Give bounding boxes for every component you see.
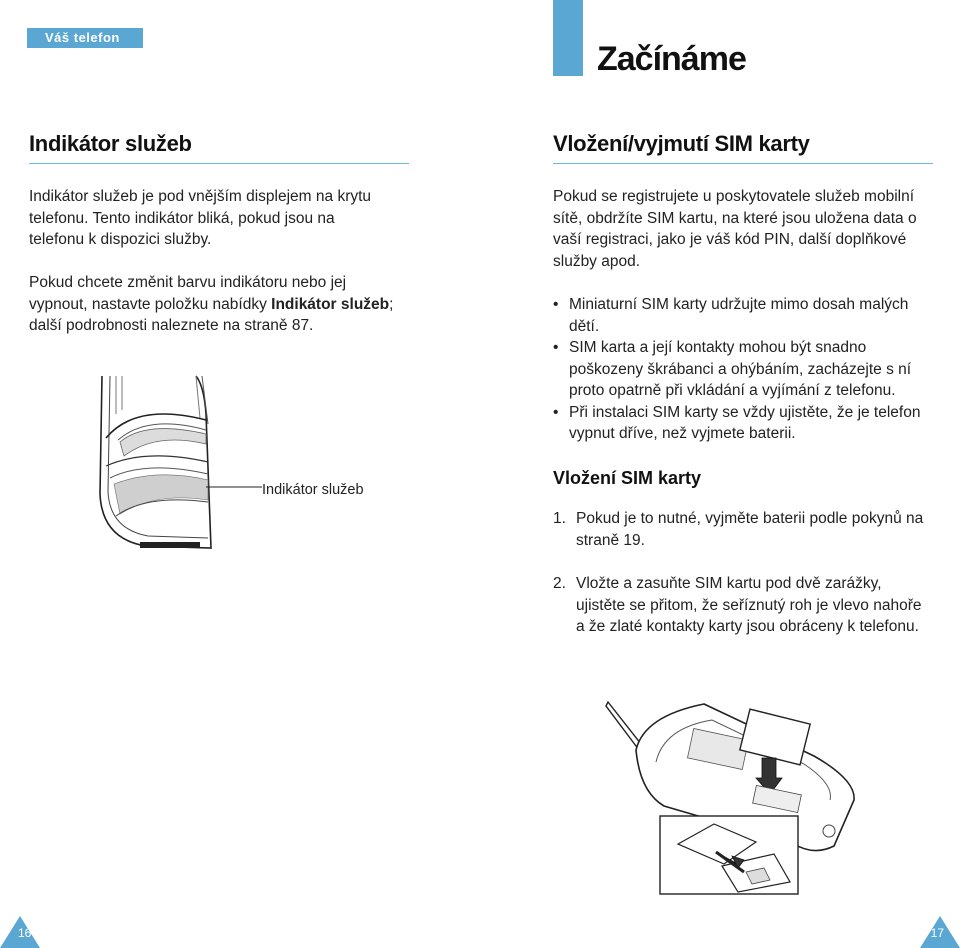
chapter-title: Začínáme [597,40,746,78]
service-indicator-callout: Indikátor služeb [262,482,364,498]
bullet-icon: • [553,296,559,313]
list-item: • SIM karta a její kontakty mohou být snadno poškozeny škrábanci a ohýbáním, zacházejte s ní proto opatrně při vkládání a vyjímání z telefonu. [553,339,912,399]
chapter-marker-bar [553,0,583,76]
service-indicator-para2: Pokud chcete změnit barvu indikátoru nebo jej vypnout, nastavte položku nabídky Indikátor služeb; další podrobnosti naleznete na straně 87. [29,274,394,334]
section-tab: Váš telefon [27,28,143,48]
insert-sim-subtitle: Vložení SIM karty [553,468,702,488]
sim-care-list [553,294,933,445]
service-indicator-title: Indikátor služeb [29,131,192,156]
title-rule-left [29,163,409,164]
title-rule-right [553,163,933,164]
list-item: • Při instalaci SIM karty se vždy ujistěte, že je telefon vypnut dříve, než vyjmete baterii. [553,403,921,442]
sim-intro: Pokud se registrujete u poskytovatele služeb mobilní sítě, obdržíte SIM kartu, na které jsou uložena data o vaší registraci, jako je váš kód PIN, další doplňkové služby apod. [553,188,917,270]
sim-card-title: Vložení/vyjmutí SIM karty [553,131,810,156]
phone-illustration [96,374,266,554]
page-number-left: 16 [18,926,32,940]
list-item: • Miniaturní SIM karty udržujte mimo dosah malých dětí. [553,296,909,335]
menu-item-reference: Indikátor služeb [271,295,390,313]
step-2: 2. Vložte a zasuňte SIM kartu pod dvě zarážky, ujistěte se přitom, že seříznutý roh je vlevo nahoře a že zlaté kontakty karty jsou obráceny k telefonu. [553,575,922,635]
service-indicator-para1: Indikátor služeb je pod vnějším displejem na krytu telefonu. Tento indikátor bliká, pokud jsou na telefonu k dispozici služby. [29,188,372,248]
sim-insertion-illustration [604,696,864,896]
step-1: 1. Pokud je to nutné, vyjměte baterii podle pokynů na straně 19. [553,510,924,549]
bullet-icon: • [553,339,559,356]
bullet-icon: • [553,403,559,421]
page-number-right: 17 [930,926,944,940]
